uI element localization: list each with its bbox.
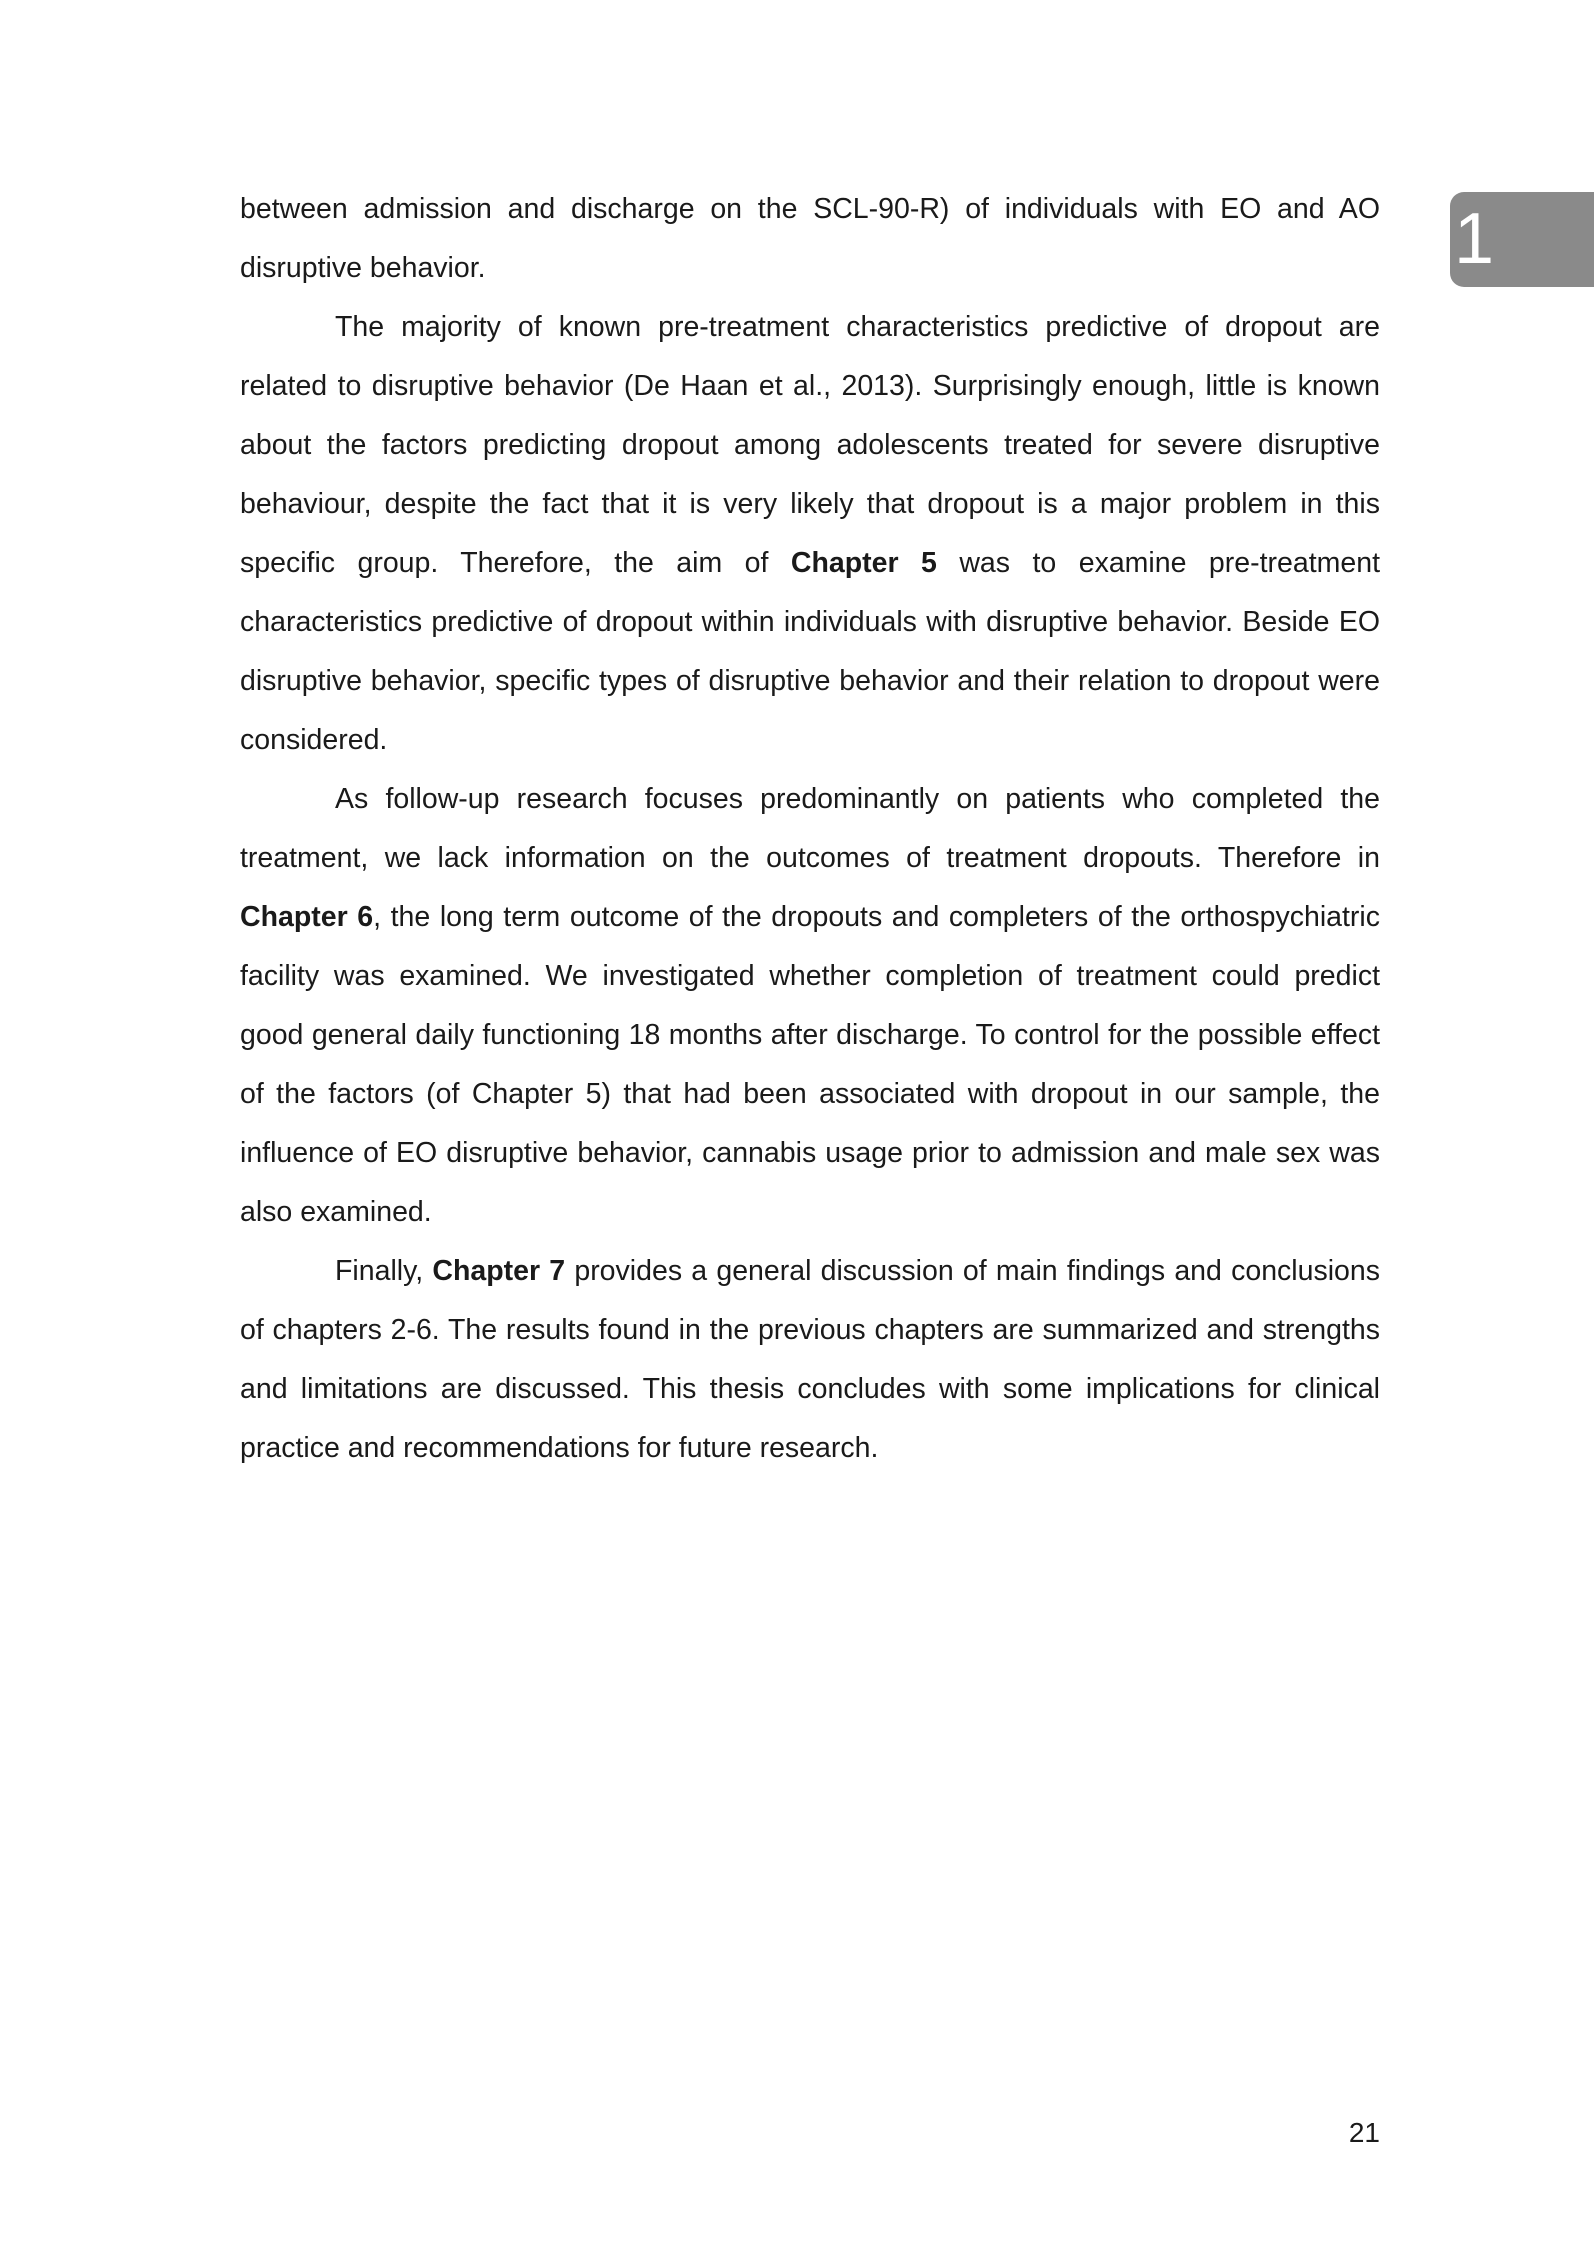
chapter-tab-number: 1	[1454, 199, 1495, 279]
paragraph-1-text: between admission and discharge on the SCL-90-R) of individuals with EO and AO disruptive behavior.	[240, 193, 1380, 284]
paragraph-3-text-a: As follow-up research focuses predominantly on patients who completed the treatment, we lack information on the outcomes of treatment dropouts. Therefore in	[240, 783, 1380, 874]
chapter-5-reference: Chapter 5	[790, 547, 937, 579]
paragraph-2-text-a: The majority of known pre-treatment characteristics predictive of dropout are related to disruptive behavior (De Haan et al., 2013). Surprisingly enough, little is known about the factors predicting dropout among adolescents treated for severe disruptive behaviour, despite the fact that it is very likely that dropout is a major problem in this specific group. Therefore, the aim of	[240, 311, 1380, 579]
paragraph-3-text-b: , the long term outcome of the dropouts and completers of the orthospychiatric facility was examined. We investigated whether completion of treatment could predict good general daily functioning 18 months after discharge. To control for the possible effect of the factors (of Chapter 5) that had been associated with dropout in our sample, the influence of EO disruptive behavior, cannabis usage prior to admission and male sex was also examined.	[240, 901, 1381, 1228]
page-number: 21	[1348, 2117, 1380, 2148]
paragraph-4-text-b: provides a general discussion of main findings and conclusions of chapters 2-6. The results found in the previous chapters are summarized and strengths and limitations are discussed. This thesis concludes with some implications for clinical practice and recommendations for future research.	[240, 1255, 1381, 1464]
chapter-6-reference: Chapter 6	[240, 901, 374, 933]
paragraph-3	[240, 770, 1380, 1242]
paragraph-2	[240, 298, 1380, 770]
paragraph-4-text-a: Finally,	[335, 1255, 433, 1287]
paragraph-4	[240, 1242, 1380, 1478]
chapter-tab	[1450, 192, 1594, 287]
body-text	[240, 180, 1380, 1478]
paragraph-2-text-b: was to examine pre-treatment characteristics predictive of dropout within individuals with disruptive behavior. Beside EO disruptive behavior, specific types of disruptive behavior and their relation to dropout were considered.	[240, 547, 1380, 756]
chapter-7-reference: Chapter 7	[432, 1255, 566, 1287]
paragraph-1	[240, 180, 1380, 298]
